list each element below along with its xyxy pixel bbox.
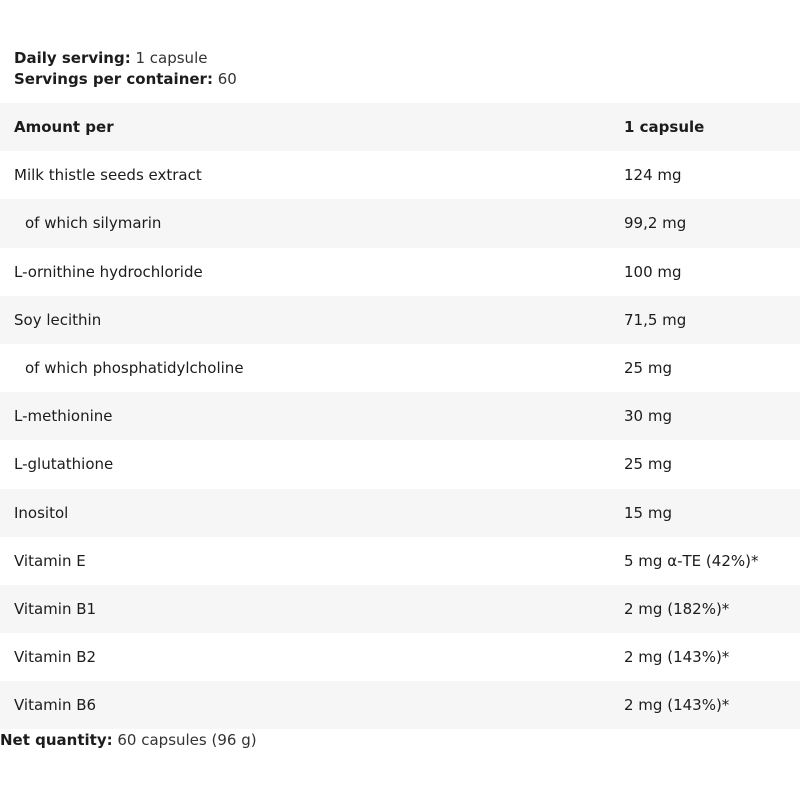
- ingredient-name: Soy lecithin: [14, 310, 102, 329]
- table-row: [0, 440, 800, 488]
- ingredient-amount: 124 mg: [624, 166, 682, 185]
- ingredient-name: Inositol: [14, 503, 69, 522]
- ingredient-amount: 25 mg: [624, 455, 672, 474]
- ingredient-name: L-methionine: [14, 407, 113, 426]
- ingredient-name: Vitamin B2: [14, 648, 97, 667]
- servings-per-container-value: 60: [212, 70, 237, 88]
- ingredient-name: of which silymarin: [25, 214, 162, 233]
- table-row: [0, 585, 800, 633]
- table-row: [0, 392, 800, 440]
- ingredient-name: of which phosphatidylcholine: [25, 359, 244, 378]
- table-row: [0, 344, 800, 392]
- ingredient-name: Milk thistle seeds extract: [14, 166, 202, 185]
- daily-serving-value: 1 capsule: [130, 49, 208, 67]
- ingredient-name: Vitamin B1: [14, 599, 97, 618]
- ingredient-amount: 5 mg α-TE (42%)*: [624, 551, 759, 570]
- servings-per-container-label: Servings per container:: [14, 70, 213, 88]
- net-quantity: [0, 730, 257, 750]
- table-header-row: [0, 103, 800, 151]
- table-row: [0, 489, 800, 537]
- daily-serving-label: Daily serving:: [14, 49, 131, 67]
- header-amount-per: Amount per: [14, 118, 114, 137]
- serving-info: [14, 48, 237, 90]
- table-row: [0, 633, 800, 681]
- ingredient-amount: 25 mg: [624, 359, 672, 378]
- daily-serving-line: [14, 48, 237, 69]
- ingredient-amount: 2 mg (182%)*: [624, 599, 730, 618]
- net-quantity-value: 60 capsules (96 g): [112, 731, 257, 749]
- nutrition-table: [0, 103, 800, 729]
- net-quantity-label: Net quantity:: [0, 731, 113, 749]
- ingredient-amount: 2 mg (143%)*: [624, 696, 730, 715]
- ingredient-amount: 2 mg (143%)*: [624, 648, 730, 667]
- ingredient-amount: 99,2 mg: [624, 214, 687, 233]
- table-row: [0, 248, 800, 296]
- table-row: [0, 537, 800, 585]
- table-row: [0, 151, 800, 199]
- table-row: [0, 296, 800, 344]
- table-row: [0, 199, 800, 247]
- ingredient-name: Vitamin E: [14, 551, 86, 570]
- ingredient-amount: 71,5 mg: [624, 310, 687, 329]
- ingredient-amount: 30 mg: [624, 407, 672, 426]
- ingredient-amount: 100 mg: [624, 262, 682, 281]
- ingredient-amount: 15 mg: [624, 503, 672, 522]
- table-row: [0, 681, 800, 729]
- ingredient-name: L-ornithine hydrochloride: [14, 262, 203, 281]
- ingredient-name: L-glutathione: [14, 455, 114, 474]
- header-per-capsule: 1 capsule: [624, 118, 705, 137]
- ingredient-name: Vitamin B6: [14, 696, 97, 715]
- servings-per-container-line: [14, 69, 237, 90]
